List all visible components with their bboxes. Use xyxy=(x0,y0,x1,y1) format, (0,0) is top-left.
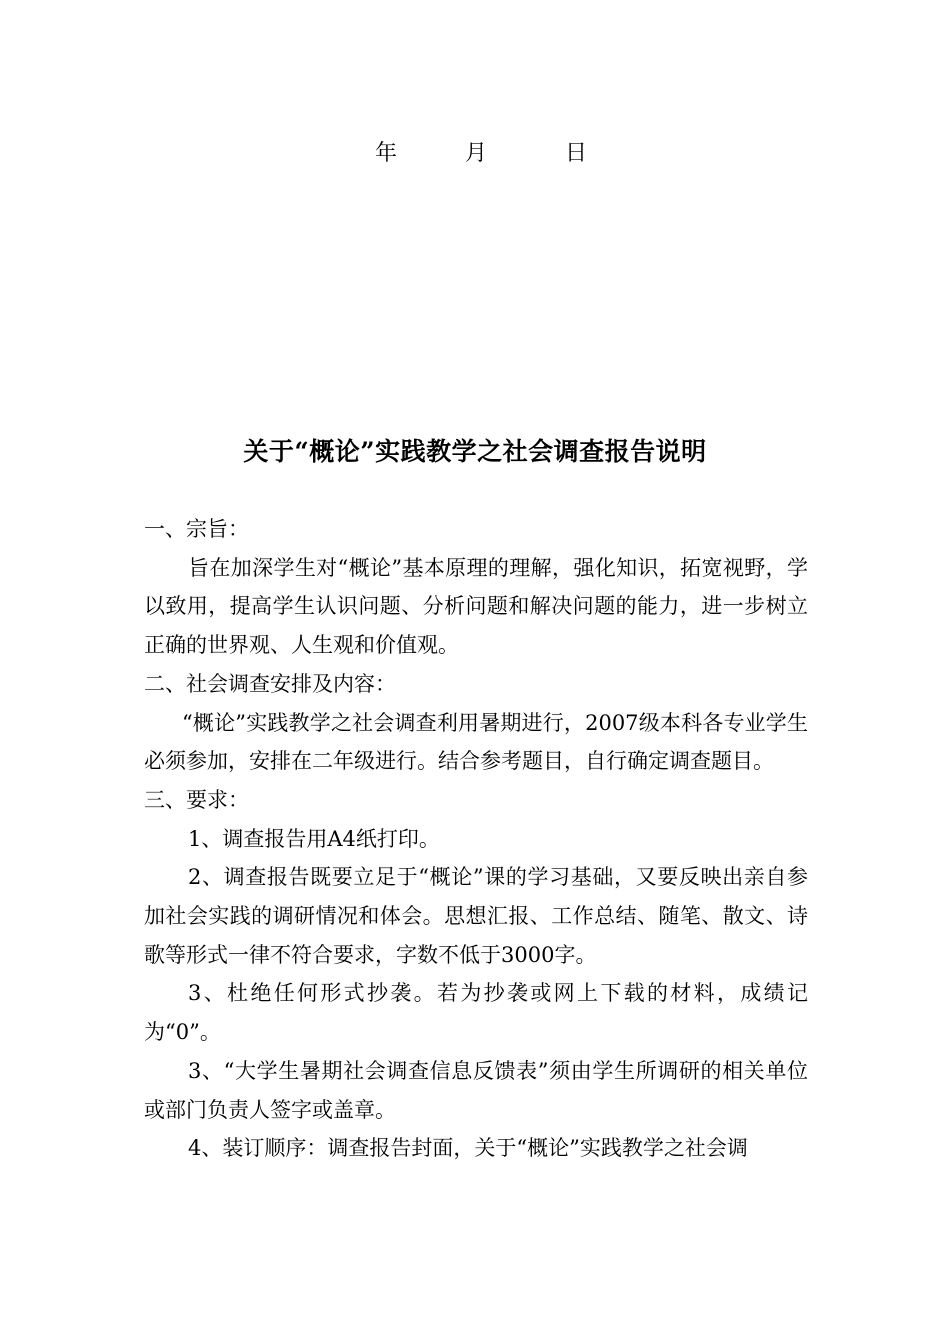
requirement-item-2: 2、调查报告既要立足于“概论”课的学习基础，又要反映出亲自参加社会实践的调研情况和体会。思想汇报、工作总结、随笔、散文、诗歌等形式一律不符合要求，字数不低于3000字。 xyxy=(144,865,808,967)
date-year: 年 xyxy=(375,141,398,166)
date-day: 日 xyxy=(565,141,588,166)
section-text-purpose: 旨在加深学生对“概论”基本原理的理解，强化知识，拓宽视野，学以致用，提高学生认识问题、分析问题和解决问题的能力，进一步树立正确的世界观、人生观和价值观。 xyxy=(144,555,808,658)
document-body xyxy=(144,510,808,1168)
date-month: 月 xyxy=(465,141,488,166)
section-heading-purpose: 一、宗旨： xyxy=(144,517,249,541)
requirement-item-3: 3、杜绝任何形式抄袭。若为抄袭或网上下载的材料，成绩记为“0”。 xyxy=(144,981,808,1045)
requirement-item-5: 4、装订顺序：调查报告封面，关于“概论”实践教学之社会调 xyxy=(188,1136,748,1161)
section-heading-arrangement: 二、社会调查安排及内容： xyxy=(144,671,396,696)
requirement-item-4: 3、“大学生暑期社会调查信息反馈表”须由学生所调研的相关单位或部门负责人签字或盖章。 xyxy=(144,1058,808,1122)
section-heading-requirements: 三、要求： xyxy=(144,787,249,812)
document-title: 关于“概论”实践教学之社会调查报告说明 xyxy=(243,437,707,466)
date-line xyxy=(0,136,950,170)
requirement-item-1: 1、调查报告用A4纸打印。 xyxy=(188,826,440,851)
section-text-arrangement: “概论”实践教学之社会调查利用暑期进行，2007级本科各专业学生必须参加，安排在二年级进行。结合参考题目，自行确定调查题目。 xyxy=(144,710,808,774)
